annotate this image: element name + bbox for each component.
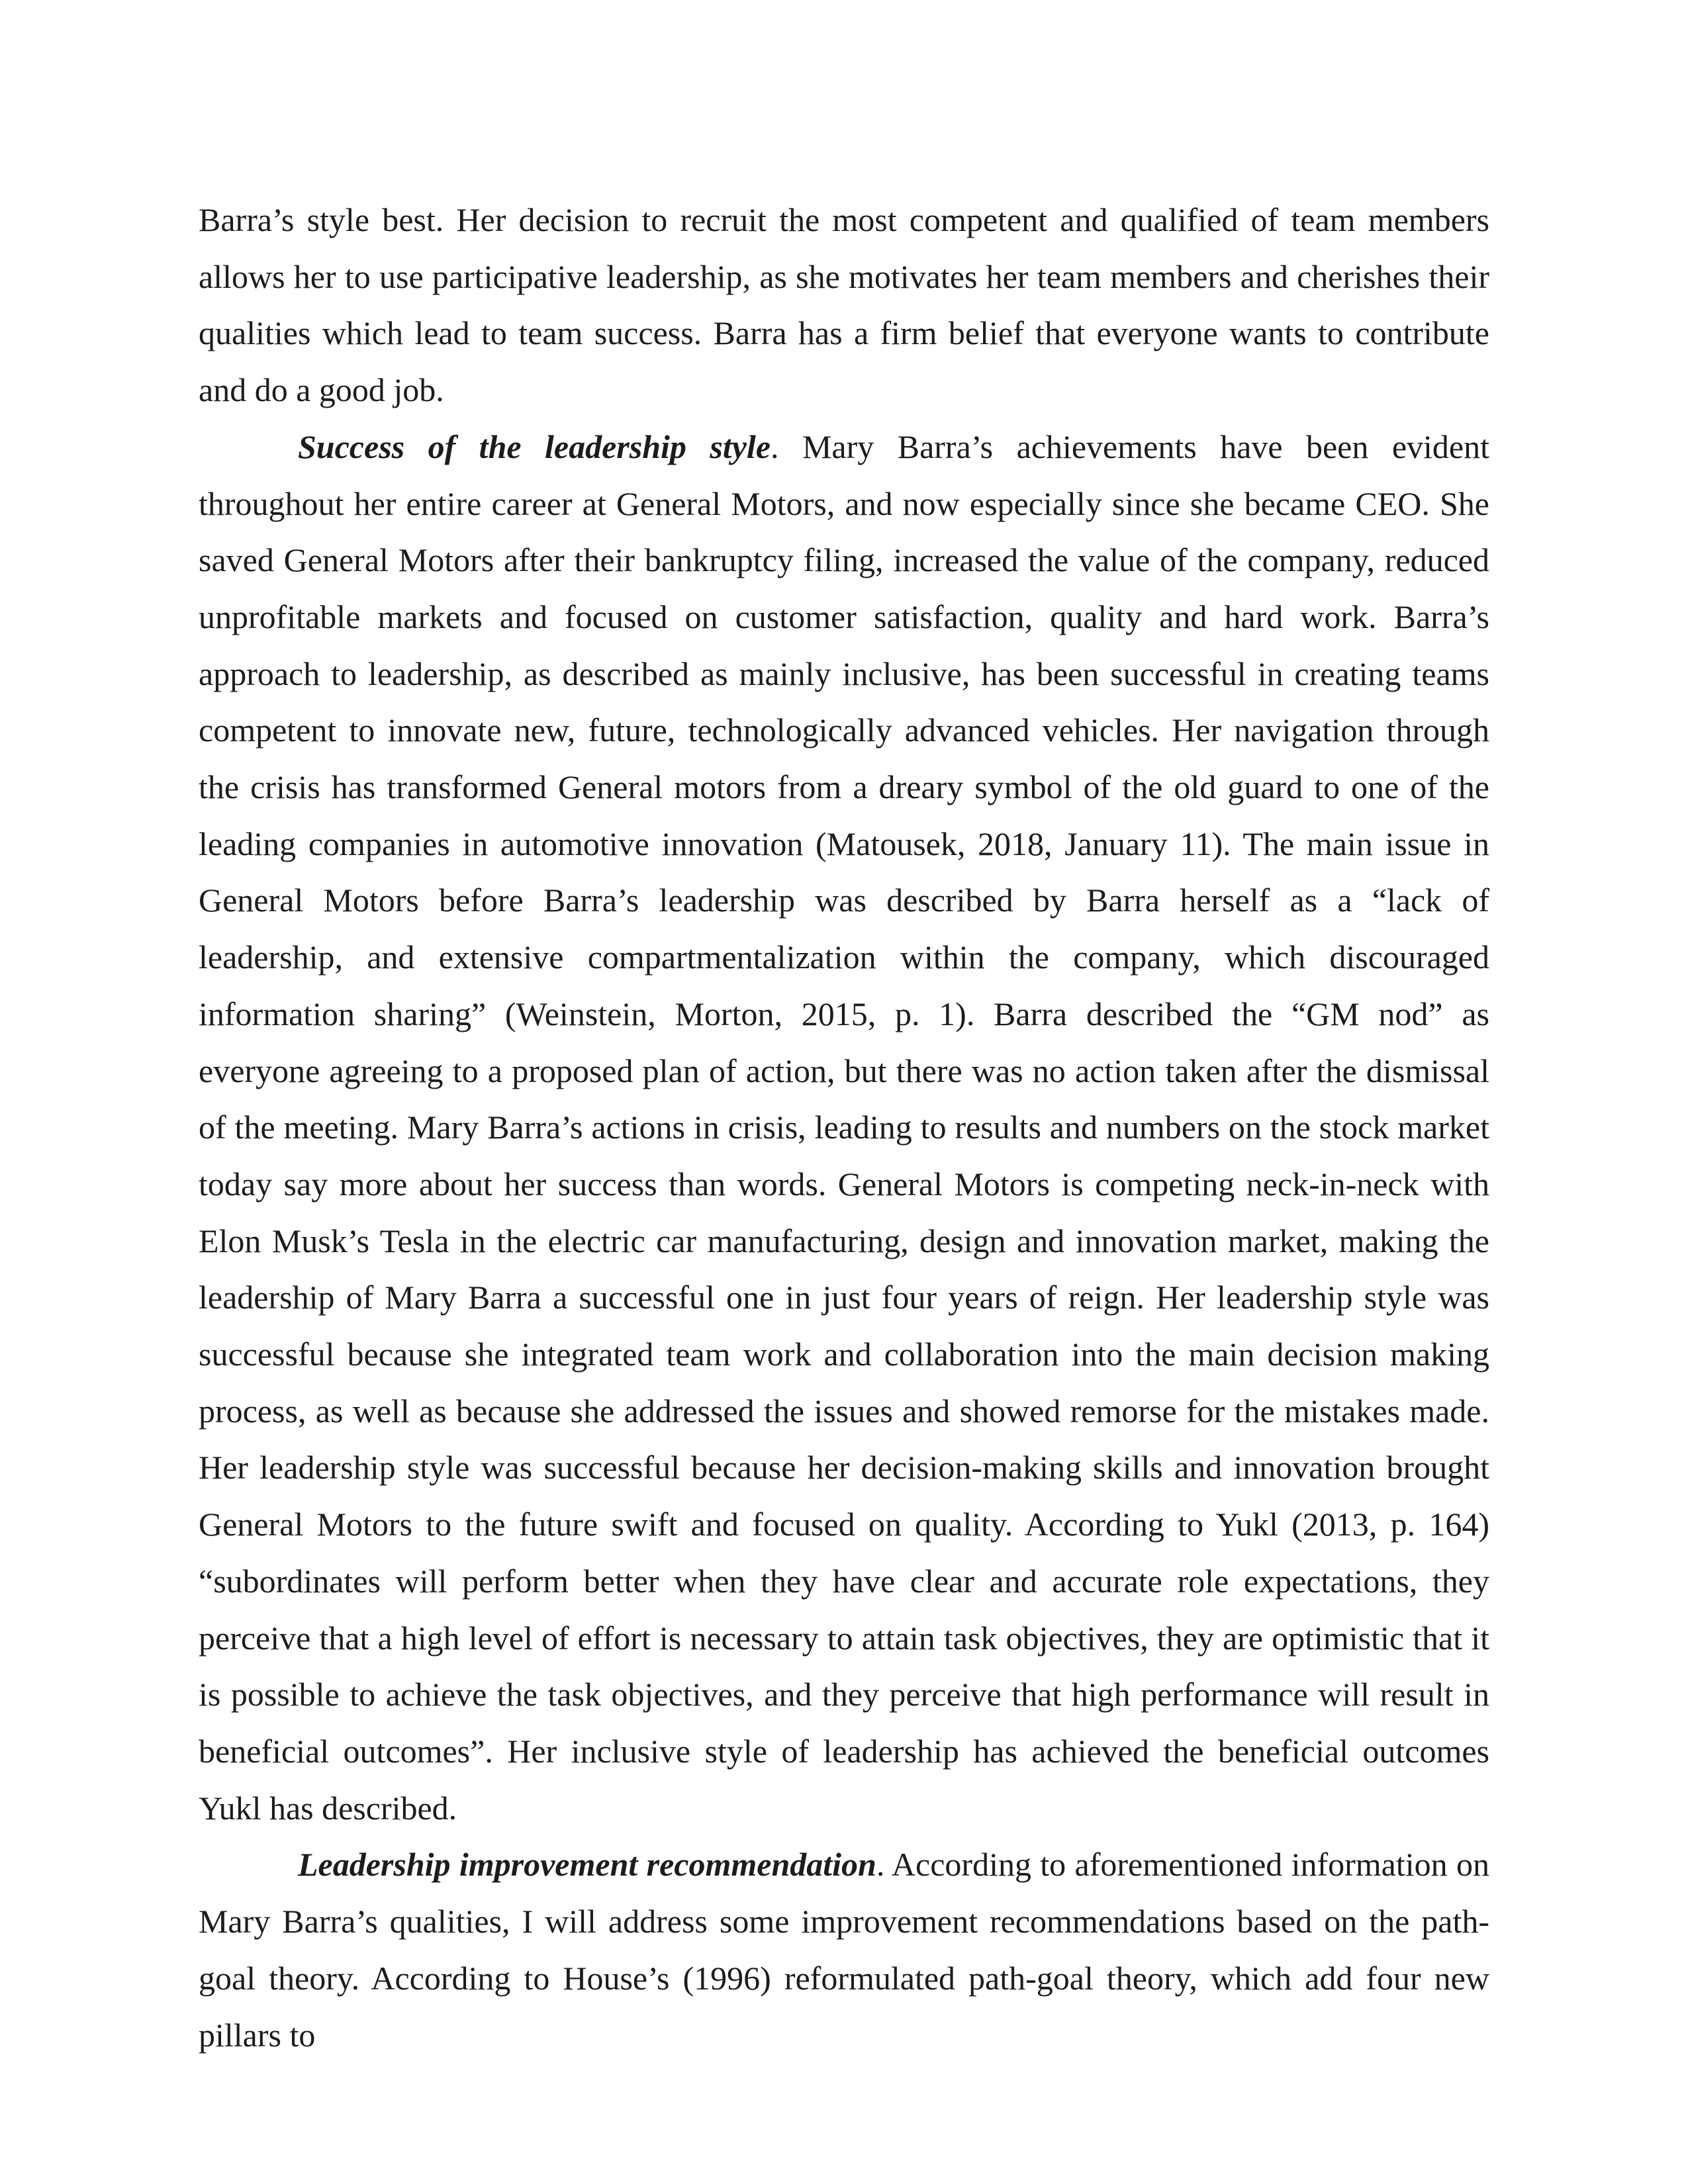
document-page [199,192,1489,2064]
paragraph-text: . Mary Barra’s achievements have been evident throughout her entire career at General Motors, and now especially since she became CEO. She saved General Motors after their bankruptcy filing, increased the value of the company, reduced unprofitable markets and focused on customer satisfaction, quality and hard work. Barra’s approach to leadership, as described as mainly inclusive, has been successful in creating teams competent to innovate new, future, technologically advanced vehicles. Her navigation through the crisis has transformed General motors from a dreary symbol of the old guard to one of the leading companies in automotive innovation (Matousek, 2018, January 11). The main issue in General Motors before Barra’s leadership was described by Barra herself as a “lack of leadership, and extensive compartmentalization within the company, which discouraged information sharing” (Weinstein, Morton, 2015, p. 1). Barra described the “GM nod” as everyone agreeing to a proposed plan of action, but there was no action taken after the dismissal of the meeting. Mary Barra’s actions in crisis, leading to results and numbers on the stock market today say more about her success than words. General Motors is competing neck-in-neck with Elon Musk’s Tesla in the electric car manufacturing, design and innovation market, making the leadership of Mary Barra a successful one in just four years of reign. Her leadership style was successful because she integrated team work and collaboration into the main decision making process, as well as because she addressed the issues and showed remorse for the mistakes made. Her leadership style was successful because her decision-making skills and innovation brought General Motors to the future swift and focused on quality. According to Yukl (2013, p. 164) “subordinates will perform better when they have clear and accurate role expectations, they perceive that a high level of effort is necessary to attain task objectives, they are optimistic that it is possible to achieve the task objectives, and they perceive that high performance will result in beneficial outcomes”. Her inclusive style of leadership has achieved the beneficial outcomes Yukl has described. [199,428,1489,1827]
section-heading: Leadership improvement recommendation [298,1846,876,1884]
paragraph-leadership-improvement-recommendation [199,1837,1489,2064]
paragraph-text: Barra’s style best. Her decision to recruit the most competent and qualified of team members allows her to use participative leadership, as she motivates her team members and cherishes their qualities which lead to team success. Barra has a firm belief that everyone wants to contribute and do a good job. [199,201,1489,409]
paragraph-success-of-leadership-style [199,419,1489,1837]
section-heading: Success of the leadership style [298,428,771,465]
paragraph-continuation [199,192,1489,419]
paragraph-text: . According to aforementioned information on Mary Barra’s qualities, I will address some improvement recommendations based on the path-goal theory. According to House’s (1996) reformulated path-goal theory, which add four new pillars to [199,1846,1489,2054]
